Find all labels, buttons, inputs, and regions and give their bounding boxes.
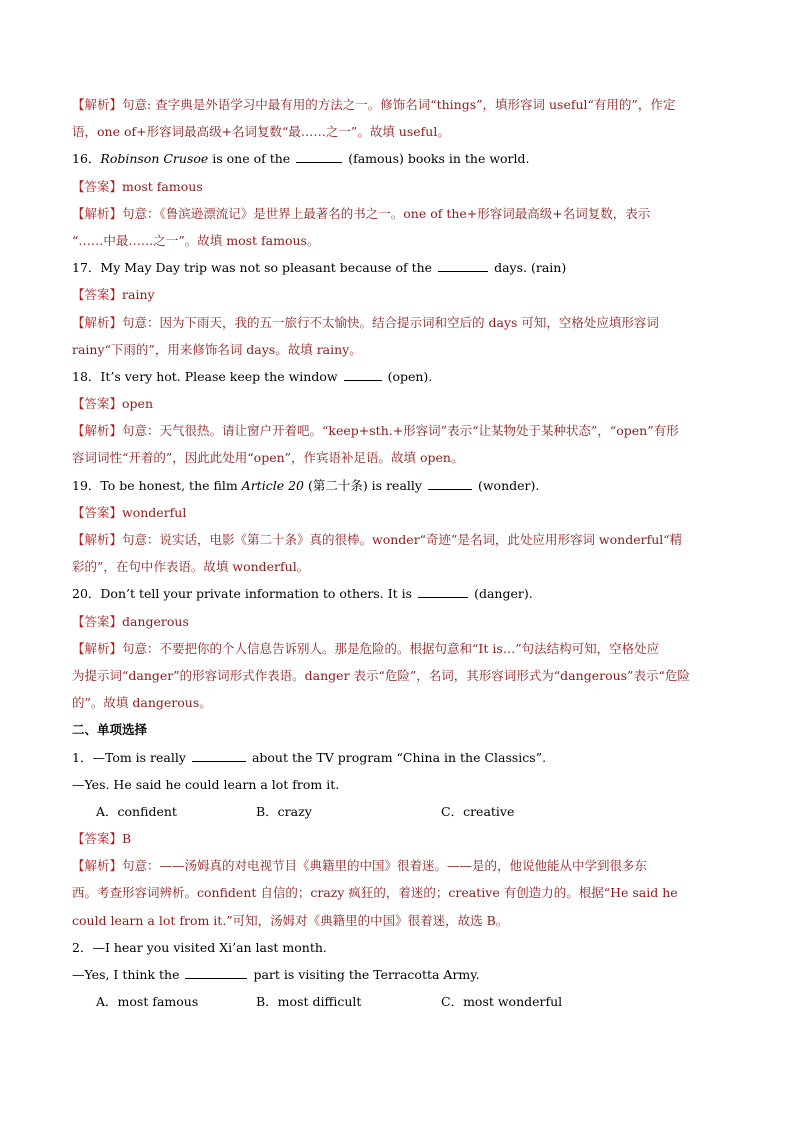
answer-blank <box>296 150 342 163</box>
option-a: A．confident <box>96 803 177 819</box>
choice-analysis-1-cont: 西。考查形容词辨析。confident 自信的；crazy 疯狂的，着迷的；creative 有创造力的。根据“He said he <box>72 885 678 901</box>
choice-question-1-reply: —Yes. He said he could learn a lot from it. <box>72 776 340 792</box>
choice-options-2 <box>72 988 724 1015</box>
analysis-19-cont: 彩的”，在句中作表语。故填 wonderful。 <box>72 559 310 575</box>
analysis-line: 语，one of+形容词最高级+名词复数“最……之一”。故填 useful。 <box>72 124 450 140</box>
worksheet-page <box>72 91 724 1015</box>
analysis-tag: 【解析】 <box>72 97 123 112</box>
analysis-20-cont: 为提示词“danger”的形容词形式作表语。danger 表示“危险”，名词，其形容词形式为“dangerous”表示“危险 <box>72 667 690 683</box>
section-heading: 二、单项选择 <box>72 722 148 738</box>
analysis-16: 【解析】句意：《鲁滨逊漂流记》是世界上最著名的书之一。one of the+形容词最高级+名词复数，表示 <box>72 205 651 221</box>
option-c: C．most wonderful <box>441 994 563 1010</box>
choice-analysis-1: 【解析】句意：——汤姆真的对电视节目《典籍里的中国》很着迷。——是的，他说他能从中学到很多东 <box>72 858 648 874</box>
question-20: 20．Don’t tell your private information to others. It is (danger). <box>72 586 533 602</box>
choice-answer-1: 【答案】B <box>72 831 132 847</box>
analysis-18-cont: 容词词性“开着的”，因此此处用“open”，作宾语补足语。故填 open。 <box>72 450 464 466</box>
analysis-17-cont: rainy“下雨的”，用来修饰名词 days。故填 rainy。 <box>72 341 362 357</box>
answer-blank <box>185 966 247 979</box>
choice-analysis-1-cont: could learn a lot from it.”可知，汤姆对《典籍里的中国》很着迷，故选 B。 <box>72 912 509 928</box>
answer-blank <box>438 259 488 272</box>
choice-question-2-reply: —Yes, I think the part is visiting the Terracotta Army. <box>72 967 480 982</box>
question-18: 18．It’s very hot. Please keep the window (open). <box>72 368 433 384</box>
option-b: B．most difficult <box>256 994 362 1010</box>
answer-blank <box>418 585 468 598</box>
option-c: C．creative <box>441 803 515 819</box>
answer-18: 【答案】open <box>72 396 153 412</box>
answer-blank <box>192 749 246 762</box>
answer-20: 【答案】dangerous <box>72 613 189 629</box>
answer-16: 【答案】most famous <box>72 178 203 194</box>
choice-options-1 <box>72 798 724 825</box>
question-19: 19．To be honest, the film Article 20 (第二十条) is really (wonder). <box>72 477 540 493</box>
question-17: 17．My May Day trip was not so pleasant because of the days. (rain) <box>72 260 567 276</box>
analysis-18: 【解析】句意：天气很热。请让窗户开着吧。“keep+sth.+形容词”表示“让某物处于某种状态”，“open”有形 <box>72 423 679 439</box>
answer-blank <box>344 368 382 381</box>
analysis-20: 【解析】句意：不要把你的个人信息告诉别人。那是危险的。根据句意和“It is…”句法结构可知，空格处应 <box>72 640 660 656</box>
answer-19: 【答案】wonderful <box>72 504 187 520</box>
analysis-17: 【解析】句意：因为下雨天，我的五一旅行不太愉快。结合提示词和空后的 days 可知，空格处应填形容词 <box>72 314 659 330</box>
analysis-16-cont: “……中最……之一”。故填 most famous。 <box>72 232 320 248</box>
analysis-19: 【解析】句意：说实话，电影《第二十条》真的很棒。wonder“奇迹”是名词，此处应用形容词 wonderful“精 <box>72 532 683 547</box>
answer-blank <box>428 477 472 490</box>
choice-question-1: 1．—Tom is really about the TV program “China in the Classics”. <box>72 749 547 765</box>
option-b: B．crazy <box>256 803 312 819</box>
question-16: 16．Robinson Crusoe is one of the (famous) books in the world. <box>72 151 530 167</box>
option-a: A．most famous <box>96 994 199 1010</box>
analysis-20-cont: 的”。故填 dangerous。 <box>72 695 212 711</box>
answer-17: 【答案】rainy <box>72 287 155 303</box>
analysis-line: 【解析】句意: 查字典是外语学习中最有用的方法之一。修饰名词“things”，填形容词 useful“有用的”，作定 <box>72 97 676 112</box>
choice-question-2: 2．—I hear you visited Xi’an last month. <box>72 939 327 955</box>
